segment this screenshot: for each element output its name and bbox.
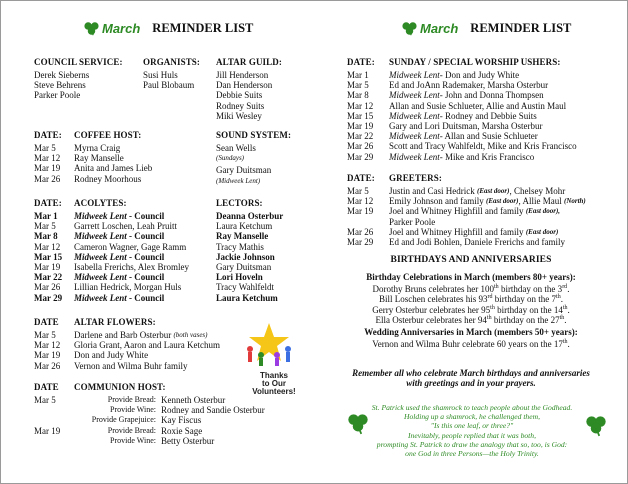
altar-guild-name: Dan Henderson — [216, 80, 273, 91]
reminder-list-title: REMINDER LIST — [152, 21, 254, 35]
list-item: Mar 8 Midweek Lent - John and Donna Thompsen — [347, 90, 544, 101]
st-patrick-note — [355, 403, 589, 458]
table-row: Mar 26 Lillian Hedrick, Morgan Huls Tracy Wahlfeldt — [34, 282, 275, 293]
patrick-line: "Is this one leaf, or three?" — [430, 421, 514, 431]
council-name: Steve Behrens — [34, 80, 86, 91]
patrick-line: one God in three Persons—the Holy Trinity. — [405, 449, 539, 459]
reminder-list-title: REMINDER LIST — [470, 21, 572, 35]
table-row: Mar 19 Provide Bread: Roxie Sage — [34, 425, 203, 436]
list-item: Mar 19 Anita and James Lieb — [34, 163, 153, 174]
march-title: March — [420, 21, 459, 36]
greeters-heading: GREETERS: — [389, 173, 442, 183]
sound-system-heading: SOUND SYSTEM: — [216, 130, 292, 140]
birthday-line: Bill Loschen celebrates his 93rd birthday on the 7th. — [379, 294, 563, 305]
list-item: Mar 22 Midweek Lent - Allan and Susie Schlueter — [347, 131, 538, 142]
list-item: Mar 5 Ed and JoAnn Rademaker, Marsha Osterbur — [347, 80, 549, 91]
list-item: Mar 5 Darlene and Barb Osterbur (both vases) — [34, 330, 208, 340]
march-title: March — [102, 21, 141, 36]
date-heading: DATE: — [347, 57, 375, 67]
remember-note — [331, 368, 611, 388]
sound-note: (Sundays) — [216, 154, 244, 163]
list-item: Mar 19 Joel and Whitney Highfill and family (East door), — [347, 206, 561, 217]
council-service — [34, 57, 123, 101]
patrick-line: St. Patrick used the shamrock to teach people about the Godhead. — [371, 403, 573, 412]
organist-name: Susi Huls — [143, 70, 178, 80]
birthday-line: Gerry Osterbur celebrates her 95th birthday on the 14th. — [372, 304, 570, 315]
patrick-line: Inevitably, people replied that it was both, — [408, 430, 536, 440]
table-row: Mar 1 Midweek Lent - Council Deanna Osterbur — [34, 211, 284, 221]
list-item: Mar 15 Midweek Lent - Rodney and Debbie Suits — [347, 110, 537, 121]
patrick-line: Holding up a shamrock, he challenged them, — [404, 412, 540, 422]
thanks-volunteers-graphic — [241, 321, 297, 396]
list-item: Mar 19 Don and Judy White — [34, 350, 149, 361]
left-header — [83, 21, 253, 36]
list-item: Mar 26 Rodney Moorhous — [34, 173, 142, 184]
lectors-heading: LECTORS: — [216, 198, 263, 208]
table-row: Provide Grapejuice: Kay Fiscus — [91, 415, 202, 426]
birthday-line: Dorothy Bruns celebrates her 100th birthday on the 3rd. — [372, 284, 570, 295]
table-row: Mar 5 Garrett Loschen, Leah Pruitt Laura Ketchum — [34, 221, 273, 232]
list-item: Parker Poole — [389, 216, 436, 227]
altar-guild-heading: ALTAR GUILD: — [216, 57, 282, 67]
sound-system-section — [216, 130, 291, 186]
coffee-host-heading: COFFEE HOST: — [74, 130, 142, 140]
altar-guild-name: Rodney Suits — [216, 100, 265, 111]
list-item: Mar 29 Midweek Lent - Mike and Kris Francisco — [347, 151, 535, 162]
list-item: Mar 26 Scott and Tracy Wahlfeldt, Mike and Kris Francisco — [347, 141, 577, 152]
sound-name: Gary Duitsman — [216, 165, 272, 176]
date-heading: DATE — [34, 382, 59, 392]
list-item: Mar 29 Ed and Jodi Bohlen, Daniele Frerichs and family — [347, 237, 565, 248]
table-row: Mar 22 Midweek Lent - Council Lori Hoveln — [34, 272, 263, 283]
thanks-text: to Our — [262, 379, 286, 388]
table-row: Mar 5 Provide Bread: Kenneth Osterbur — [34, 395, 226, 405]
patrick-line: prompting St. Patrick to draw the analogy that so, too, is God: — [376, 439, 568, 449]
birthday-line: Ella Osterbur celebrates her 94th birthday on the 27th. — [375, 314, 567, 325]
shamrock-icon — [401, 21, 418, 36]
table-row: Mar 8 Midweek Lent - Council Ray Manselle — [34, 231, 269, 242]
list-item: Mar 1 Midweek Lent - Don and Judy White — [347, 70, 520, 80]
acolytes-heading: ACOLYTES: — [74, 198, 127, 208]
communion-host-heading: COMMUNION HOST: — [74, 382, 166, 392]
altar-guild-name: Debbie Suits — [216, 90, 263, 101]
date-heading: DATE — [34, 317, 59, 327]
altar-flowers-section — [34, 317, 220, 371]
anniversaries-subheading: Wedding Anniversaries in March (members 50+ years): — [364, 327, 578, 338]
table-row: Provide Wine: Betty Osterbur — [110, 435, 215, 446]
list-item: Mar 26 Joel and Whitney Highfill and family (East door) — [347, 226, 559, 237]
date-heading: DATE: — [34, 198, 62, 208]
list-item: Mar 12 Gloria Grant, Aaron and Laura Ketchum — [34, 340, 220, 351]
list-item: Mar 19 Gary and Lori Duitsman, Marsha Osterbur — [347, 121, 543, 132]
communion-host-section — [34, 382, 265, 446]
list-item: Mar 5 Myrna Craig — [34, 143, 121, 153]
table-row: Mar 12 Cameron Wagner, Gage Ramm Tracy Mathis — [34, 241, 264, 252]
organists — [143, 57, 200, 90]
thanks-text: Thanks — [259, 371, 288, 380]
altar-guild — [216, 57, 282, 121]
council-name: Parker Poole — [34, 90, 81, 101]
organist-name: Paul Blobaum — [143, 80, 195, 91]
council-service-heading: COUNCIL SERVICE: — [34, 57, 123, 67]
table-row: Mar 19 Isabella Frerichs, Alex Bromley Gary Duitsman — [34, 262, 272, 273]
sound-note: (Midweek Lent) — [216, 176, 261, 185]
council-name: Derek Sieberns — [34, 70, 90, 80]
ushers-section — [347, 57, 577, 162]
list-item: Mar 12 Allan and Susie Schlueter, Allie and Austin Maul — [347, 100, 567, 111]
table-row: Provide Wine: Rodney and Sandie Osterbur — [110, 405, 265, 416]
coffee-host-section — [34, 130, 152, 184]
altar-flowers-heading: ALTAR FLOWERS: — [74, 317, 156, 327]
sound-name: Sean Wells — [216, 143, 256, 153]
anniversary-line: Vernon and Wilma Buhr celebrate 60 years on the 17th. — [372, 339, 570, 350]
altar-guild-name: Miki Wesley — [216, 110, 262, 121]
table-row: Mar 15 Midweek Lent - Council Jackie Johnson — [34, 251, 275, 262]
list-item: Mar 5 Justin and Casi Hedrick (East door) , Chelsey Mohr — [347, 186, 566, 196]
star-people-icon — [241, 321, 297, 367]
birthdays-heading: BIRTHDAYS AND ANNIVERSARIES — [390, 255, 552, 265]
remember-line: with greetings and in your prayers. — [406, 378, 536, 389]
birthdays-section — [331, 255, 611, 349]
list-item: Mar 12 Ray Manselle — [34, 153, 124, 164]
date-heading: DATE: — [34, 130, 62, 140]
remember-line: Remember all who celebrate March birthdays and anniversaries — [352, 368, 590, 378]
birthdays-subheading: Birthday Celebrations in March (members 80+ years): — [366, 272, 576, 282]
organists-heading: ORGANISTS: — [143, 57, 201, 67]
altar-guild-name: Jill Henderson — [216, 70, 269, 80]
thanks-text: Volunteers! — [252, 387, 296, 396]
date-heading: DATE: — [347, 173, 375, 183]
list-item: Mar 26 Vernon and Wilma Buhr family — [34, 360, 188, 371]
ushers-heading: SUNDAY / SPECIAL WORSHIP USHERS: — [389, 57, 561, 67]
list-item: Mar 12 Emily Johnson and family (East door) , Allie Maul (North) — [347, 196, 586, 207]
shamrock-icon — [83, 21, 100, 36]
greeters-section — [347, 173, 586, 247]
acolytes-section — [34, 198, 283, 303]
right-header — [401, 21, 571, 36]
table-row: Mar 29 Midweek Lent - Council Laura Ketchum — [34, 292, 278, 303]
